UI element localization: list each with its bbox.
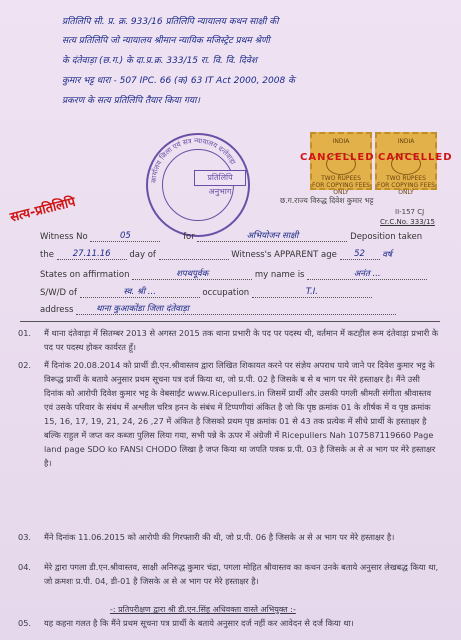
deposition-date: 27.11.16	[57, 249, 127, 260]
paragraph-text: मैं थाना दंतेवाड़ा में सितम्बर 2013 से अगस्त 2015 तक थाना प्रभारी के पद पर पदस्थ थी, वर्तमान में कटहील रूम दंतेवाड़ा प्रभारी के पद पर पदस्थ होकर कार्यरत हूँ।	[44, 328, 439, 352]
cancelled-mark-2: CANCELLED	[378, 152, 453, 163]
stamp-use: FOR COPYING FEES ONLY	[312, 182, 370, 196]
handwritten-line-2: सत्य प्रतिलिपि जो न्यायालय श्रीमान न्यायिक मजिस्ट्रेट प्रथम श्रेणी	[62, 36, 270, 46]
handwritten-line-5: प्रकरण के सत्य प्रतिलिपि तैयार किया गया।	[62, 96, 200, 106]
case-title: छ.ग.राज्य विरुद्ध दिवेश कुमार भट्ट	[280, 196, 374, 205]
paragraph-number: 03.	[18, 532, 32, 542]
affirmation-label: States on affirmation	[40, 270, 130, 280]
name-value: अनंत ...	[307, 268, 427, 280]
form-number: II-157 CJ	[395, 208, 425, 216]
witness-no-value: 05	[90, 231, 160, 242]
age-value: 52	[340, 249, 380, 260]
paragraph-text: मैं दिनांक 20.08.2014 को प्रार्थी डी.एन.श्रीवास्तव द्वारा लिखित शिकायत करने पर संज्ञेय अपराध पाये जाने पर दिवेश कुमार भट्ट के विरूद्ध प्रार्थी के बताये अनुसार प्रथम सूचना पत्र दर्ज किया था, जो प्र.पी. 02 है जिसके ब से ब भाग पर मेरे हस्ताक्षर है। मैंने उसी दिनांक को आरोपी दिवेश कुमार भट्ट के वेबसाईट www.Ricepullers.in जिसमें प्रार्थी और उसकी पगली श्रीमती संगीता श्रीवास्तव एवं उसके परिवार के संबंध में अश्लील चरित्र हनन के संबंध में टिप्पणीयां अंकित है जो कि पृष्ठ क्रमांक 01 के शीर्षक में व पृष्ठ क्रमांक 15, 16, 17, 19, 21, 24, 26 ,27 में अंकित है जिसको प्रथम पृष्ठ क्रमांक 01 से 43 तक प्रत्येक में सीधे प्रार्थी के हस्ताक्षर है बल्कि राहुल में जप्त कर कब्जा पुलिस लिया गया, सभी पन्ने के ऊपर में अंग्रेजी में Ricepullers Nah 107587119660 Page land page SDO ko FANSI CHODO लिखा है जप्त किया था जपति पत्रक प्र.पी. 03 है जिसके अ से अ भाग पर मेरे हस्ताक्षर है।	[44, 360, 436, 468]
paragraph-text: मेरे द्वारा पगला डी.एन.श्रीवास्तव, साक्षी अनिरुद्ध कुमार चंद्रा, पगला मोहित श्रीवास्तव का कथन उनके बताये अनुसार लेखबद्ध किया था, जो क्रमशः प्र.पी. 04, डी-01 है जिसके अ से अ भाग पर मेरे हस्ताक्षर है।	[44, 562, 439, 586]
paragraph-2	[20, 358, 440, 526]
paragraph-number: 04.	[18, 562, 32, 572]
paragraph-number: 05.	[18, 618, 32, 628]
stamp-value: TWO RUPEES	[321, 175, 361, 182]
stamp-use: FOR COPYING FEES ONLY	[377, 182, 435, 196]
paragraph-text: मैंने दिनांक 11.06.2015 को आरोपी की गिरफ्तारी की थी, जो प्र.पी. 06 है जिसके अ से अ भाग पर मेरे हस्ताक्षर है।	[44, 532, 395, 542]
cancelled-mark-1: CANCELLED	[300, 152, 375, 163]
for-label: for	[183, 232, 195, 242]
paragraph-4	[20, 560, 440, 602]
occupation-value: T.I.	[252, 287, 372, 298]
paragraph-1	[20, 326, 440, 354]
stamp-country: INDIA	[332, 138, 350, 145]
cross-exam-heading: -: प्रतिपरीक्षण द्वारा श्री डी.एन.सिंह अधिवक्ता वास्ते अभियुक्त :-	[110, 605, 296, 614]
deposition-label: Deposition taken	[350, 232, 423, 242]
handwritten-line-3: के दंतेवाड़ा (छ.ग.) के दा.प्र.क्र. 333/15 रा. वि. वि. दिवेश	[62, 56, 257, 66]
month-blank	[159, 259, 229, 260]
form-divider	[20, 321, 440, 322]
handwritten-line-4: कुमार भट्ट धारा - 507 IPC. 66 (क) 63 IT Act 2000, 2008 के	[62, 76, 295, 86]
apparent-age-label: Witness's APPARENT age	[231, 250, 337, 260]
paragraph-text: यह कहना गलत है कि मैंने प्रथम सूचना पत्र प्रार्थी के बताये अनुसार दर्ज नहीं कर आवेदन से दर्ज किया था।	[44, 618, 354, 628]
paragraph-number: 01.	[18, 328, 32, 338]
paragraph-3	[20, 530, 440, 558]
svg-text:कार्यालय जिला एवं सत्र न्यायाल: कार्यालय जिला एवं सत्र न्यायालय दन्तेवाड़ा	[149, 136, 237, 184]
address-value: थाना कुआकोंडा जिला दंतेवाड़ा	[76, 303, 396, 315]
copy-section-label: प्रतिलिपि अनुभाग	[194, 170, 246, 186]
so-label: S/W/D of	[40, 288, 77, 298]
father-value: स्व. श्री ...	[80, 286, 200, 298]
witness-no-label: Witness No	[40, 232, 88, 242]
stamp-value: TWO RUPEES	[386, 175, 426, 182]
case-number: Cr.C.No. 333/15	[380, 218, 435, 226]
handwritten-line-1: प्रतिलिपि सी. प्र. क्र. 933/16 प्रतिलिपि न्यायालय कथन साक्षी की	[62, 17, 279, 27]
occupation-label: occupation	[202, 288, 250, 298]
stamp-country: INDIA	[397, 138, 415, 145]
paragraph-number: 02.	[18, 360, 32, 370]
my-name-label: my name is	[254, 270, 305, 280]
true-copy-stamp: सत्य-प्रतिलिपि	[8, 194, 77, 226]
affirmation-value: शपथपूर्वक	[132, 268, 252, 280]
years-label: वर्ष	[382, 250, 392, 260]
day-of-label: day of	[129, 250, 156, 260]
paragraph-5	[20, 616, 440, 640]
address-label: address	[40, 305, 74, 315]
for-value: अभियोजन साक्षी	[197, 230, 347, 242]
the-label: the	[40, 250, 54, 260]
